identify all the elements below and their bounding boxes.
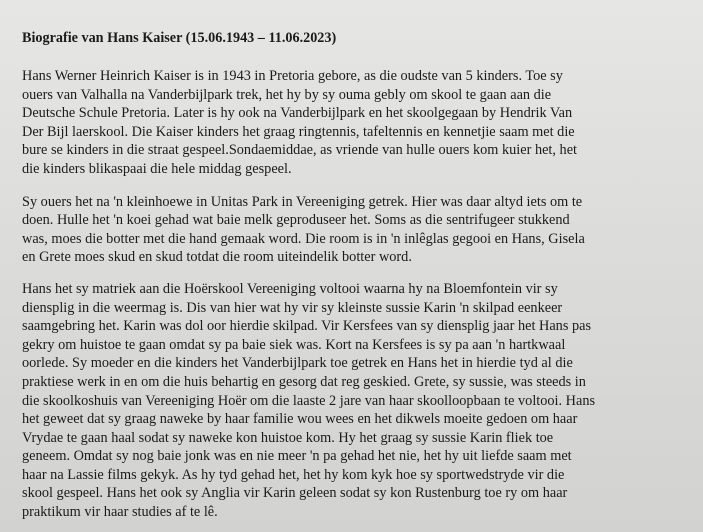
paragraph-spacer (22, 179, 697, 193)
paragraph-1 (22, 67, 697, 179)
paragraph-spacer (22, 267, 697, 280)
text-line: oorlede. Sy moeder en die kinders het Vanderbijlpark toe getrek en Hans het in hierdie tyd al die (22, 355, 573, 372)
text-line: bure se kinders in die straat gespeel.Sondaemiddae, as vriende van hulle ouers kom kuier het, het (22, 142, 578, 159)
text-line: skool gespeel. Hans het ook sy Anglia vir Karin geleen sodat sy kon Rustenburg toe ry om haar (22, 485, 568, 502)
text-line: Hans Werner Heinrich Kaiser is in 1943 in Pretoria gebore, as die oudste van 5 kinders. Toe sy (22, 68, 563, 84)
text-line: diensplig in die weermag is. Dis van hier wat hy vir sy kleinste sussie Karin 'n skilpad eenkeer (22, 299, 563, 316)
text-line: die kinders blikaspaai die hele middag gespeel. (22, 160, 292, 177)
text-line: ouers van Valhalla na Vanderbijlpark trek, het hy by sy ouma gebly om skool te gaan aan die (22, 86, 552, 103)
paragraph-3 (22, 280, 697, 522)
text-line: en Grete moes skud en skud totdat die room uiteindelik botter word. (22, 249, 412, 266)
text-line: Vrydae te gaan haal sodat sy naweke kon huistoe kom. Hy het graag sy sussie Karin fliek toe (22, 429, 554, 446)
text-line: praktikum vir haar studies af te lê. (22, 504, 218, 521)
text-line: die skoolkoshuis van Vereeniging Hoër om die laaste 2 jare van haar skoolloopbaan te voltooi. Hans (22, 392, 596, 409)
text-line: doen. Hulle het 'n koei gehad wat baie melk geproduseer het. Soms as die sentrifugeer stukkend (22, 212, 570, 229)
paragraph-2 (22, 193, 697, 267)
text-line: Hans het sy matriek aan die Hoërskool Vereeniging voltooi waarna hy na Bloemfontein vir sy (22, 280, 558, 297)
text-line: Der Bijl laerskool. Die Kaiser kinders het graag ringtennis, tafeltennis en kennetjie saam met die (22, 123, 575, 140)
text-line: geneem. Omdat sy nog baie jonk was en nie meer 'n pa gehad het nie, het hy uit liefde saam met (22, 448, 572, 465)
text-line: was, moes die botter met die hand gemaak word. Die room is in 'n inlêglas gegooi en Hans, Gisela (22, 230, 585, 247)
text-line: Deutsche Schule Pretoria. Later is hy ook na Vanderbijlpark en het skoolgegaan by Hendrik Van (22, 105, 573, 122)
text-line: haar na Lassie films gekyk. As hy tyd gehad het, het hy kom kyk hoe sy sportwedstryde vir die (22, 466, 565, 483)
text-line: gekry om huistoe te gaan omdat sy pa baie siek was. Kort na Kersfees is sy pa aan 'n hartkwaal (22, 336, 566, 353)
text-line: het geweet dat sy graag naweke by haar familie wou wees en het dikwels moeite gedoen om haar (22, 411, 578, 428)
text-line: Sy ouers het na 'n kleinhoewe in Unitas Park in Vereeniging getrek. Hier was daar altyd iets om te (22, 193, 583, 210)
text-line: praktiese werk in en om die huis behartig en gesorg dat reg geskied. Grete, sy sussie, was steeds in (22, 373, 586, 390)
document-title: Biografie van Hans Kaiser (15.06.1943 – 11.06.2023) (22, 30, 337, 46)
text-line: saamgebring het. Karin was dol oor hierdie skilpad. Vir Kersfees van sy diensplig jaar het Hans pas (22, 318, 592, 335)
